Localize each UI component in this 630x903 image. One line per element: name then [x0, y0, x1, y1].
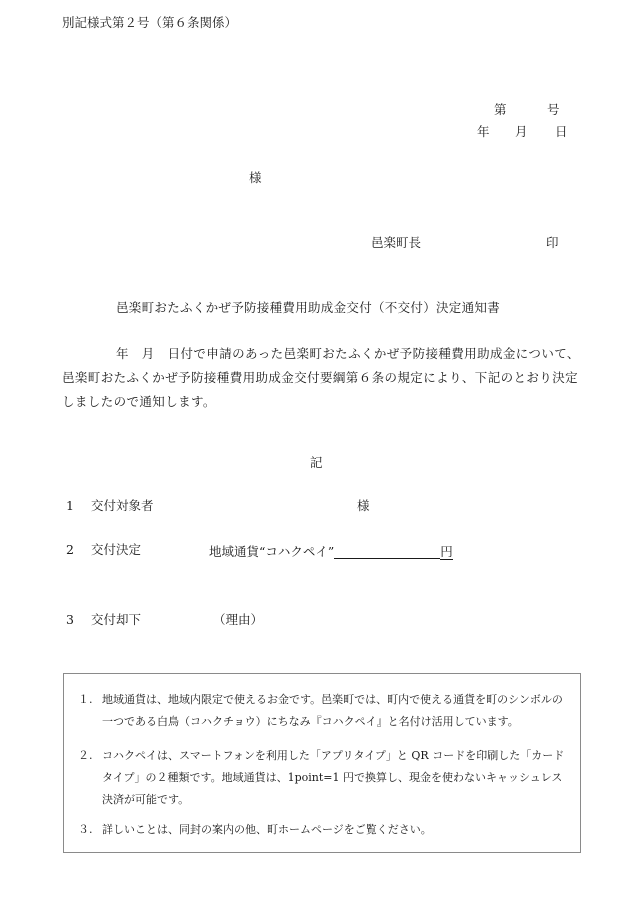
item-3-num: 3 [66, 612, 74, 627]
addressee-suffix: 様 [249, 170, 262, 185]
header-dai: 第 [494, 102, 507, 117]
form-label: 別記様式第２号（第６条関係） [62, 15, 238, 30]
header-year: 年 [477, 124, 490, 139]
note-3-num: ３. [78, 823, 93, 836]
currency-label: 地域通貨“コハクペイ” [209, 544, 335, 559]
note-3-text: 詳しいことは、同封の案内の他、町ホームページをご覧ください。 [102, 823, 432, 836]
item-2-label: 交付決定 [91, 542, 142, 557]
item-1-suffix: 様 [357, 498, 370, 513]
note-2-text: コハクペイは、スマートフォンを利用した「アプリタイプ」と QR コードを印刷した「カードタイプ」の２種類です。地域通貨は、1point=1 円で換算し、現金を使わないキャッシュレス決済が可能です。 [102, 749, 565, 806]
sender-name: 邑楽町長 [371, 235, 422, 250]
item-2-num: 2 [66, 542, 74, 557]
sender-seal: 印 [546, 235, 559, 250]
item-2-currency [209, 544, 453, 559]
currency-unit: 円 [440, 544, 453, 559]
note-1-num: １. [78, 693, 93, 706]
item-1-label: 交付対象者 [91, 498, 154, 513]
note-2-num: ２. [78, 749, 93, 762]
item-1-num: 1 [66, 498, 74, 513]
header-go: 号 [547, 102, 560, 117]
item-3-reason: （理由） [213, 612, 264, 627]
body-paragraph: 年 月 日付で申請のあった邑楽町おたふくかぜ予防接種費用助成金について、邑楽町おたふくかぜ予防接種費用助成金交付要綱第６条の規定により、下記のとおり決定しましたので通知します。 [62, 346, 580, 409]
note-1-text: 地域通貨は、地域内限定で使えるお金です。邑楽町では、町内で使える通貨を町のシンボルの一つである白鳥（コハクチョウ）にちなみ『コハクペイ』と名付け活用しています。 [102, 693, 563, 728]
document-title: 邑楽町おたふくかぜ予防接種費用助成金交付（不交付）決定通知書 [116, 300, 501, 315]
notice-box [63, 673, 581, 853]
header-month: 月 [515, 124, 528, 139]
header-day: 日 [555, 124, 568, 139]
amount-field[interactable] [334, 544, 440, 559]
ki-label: 記 [310, 455, 323, 470]
item-3-label: 交付却下 [91, 612, 142, 627]
